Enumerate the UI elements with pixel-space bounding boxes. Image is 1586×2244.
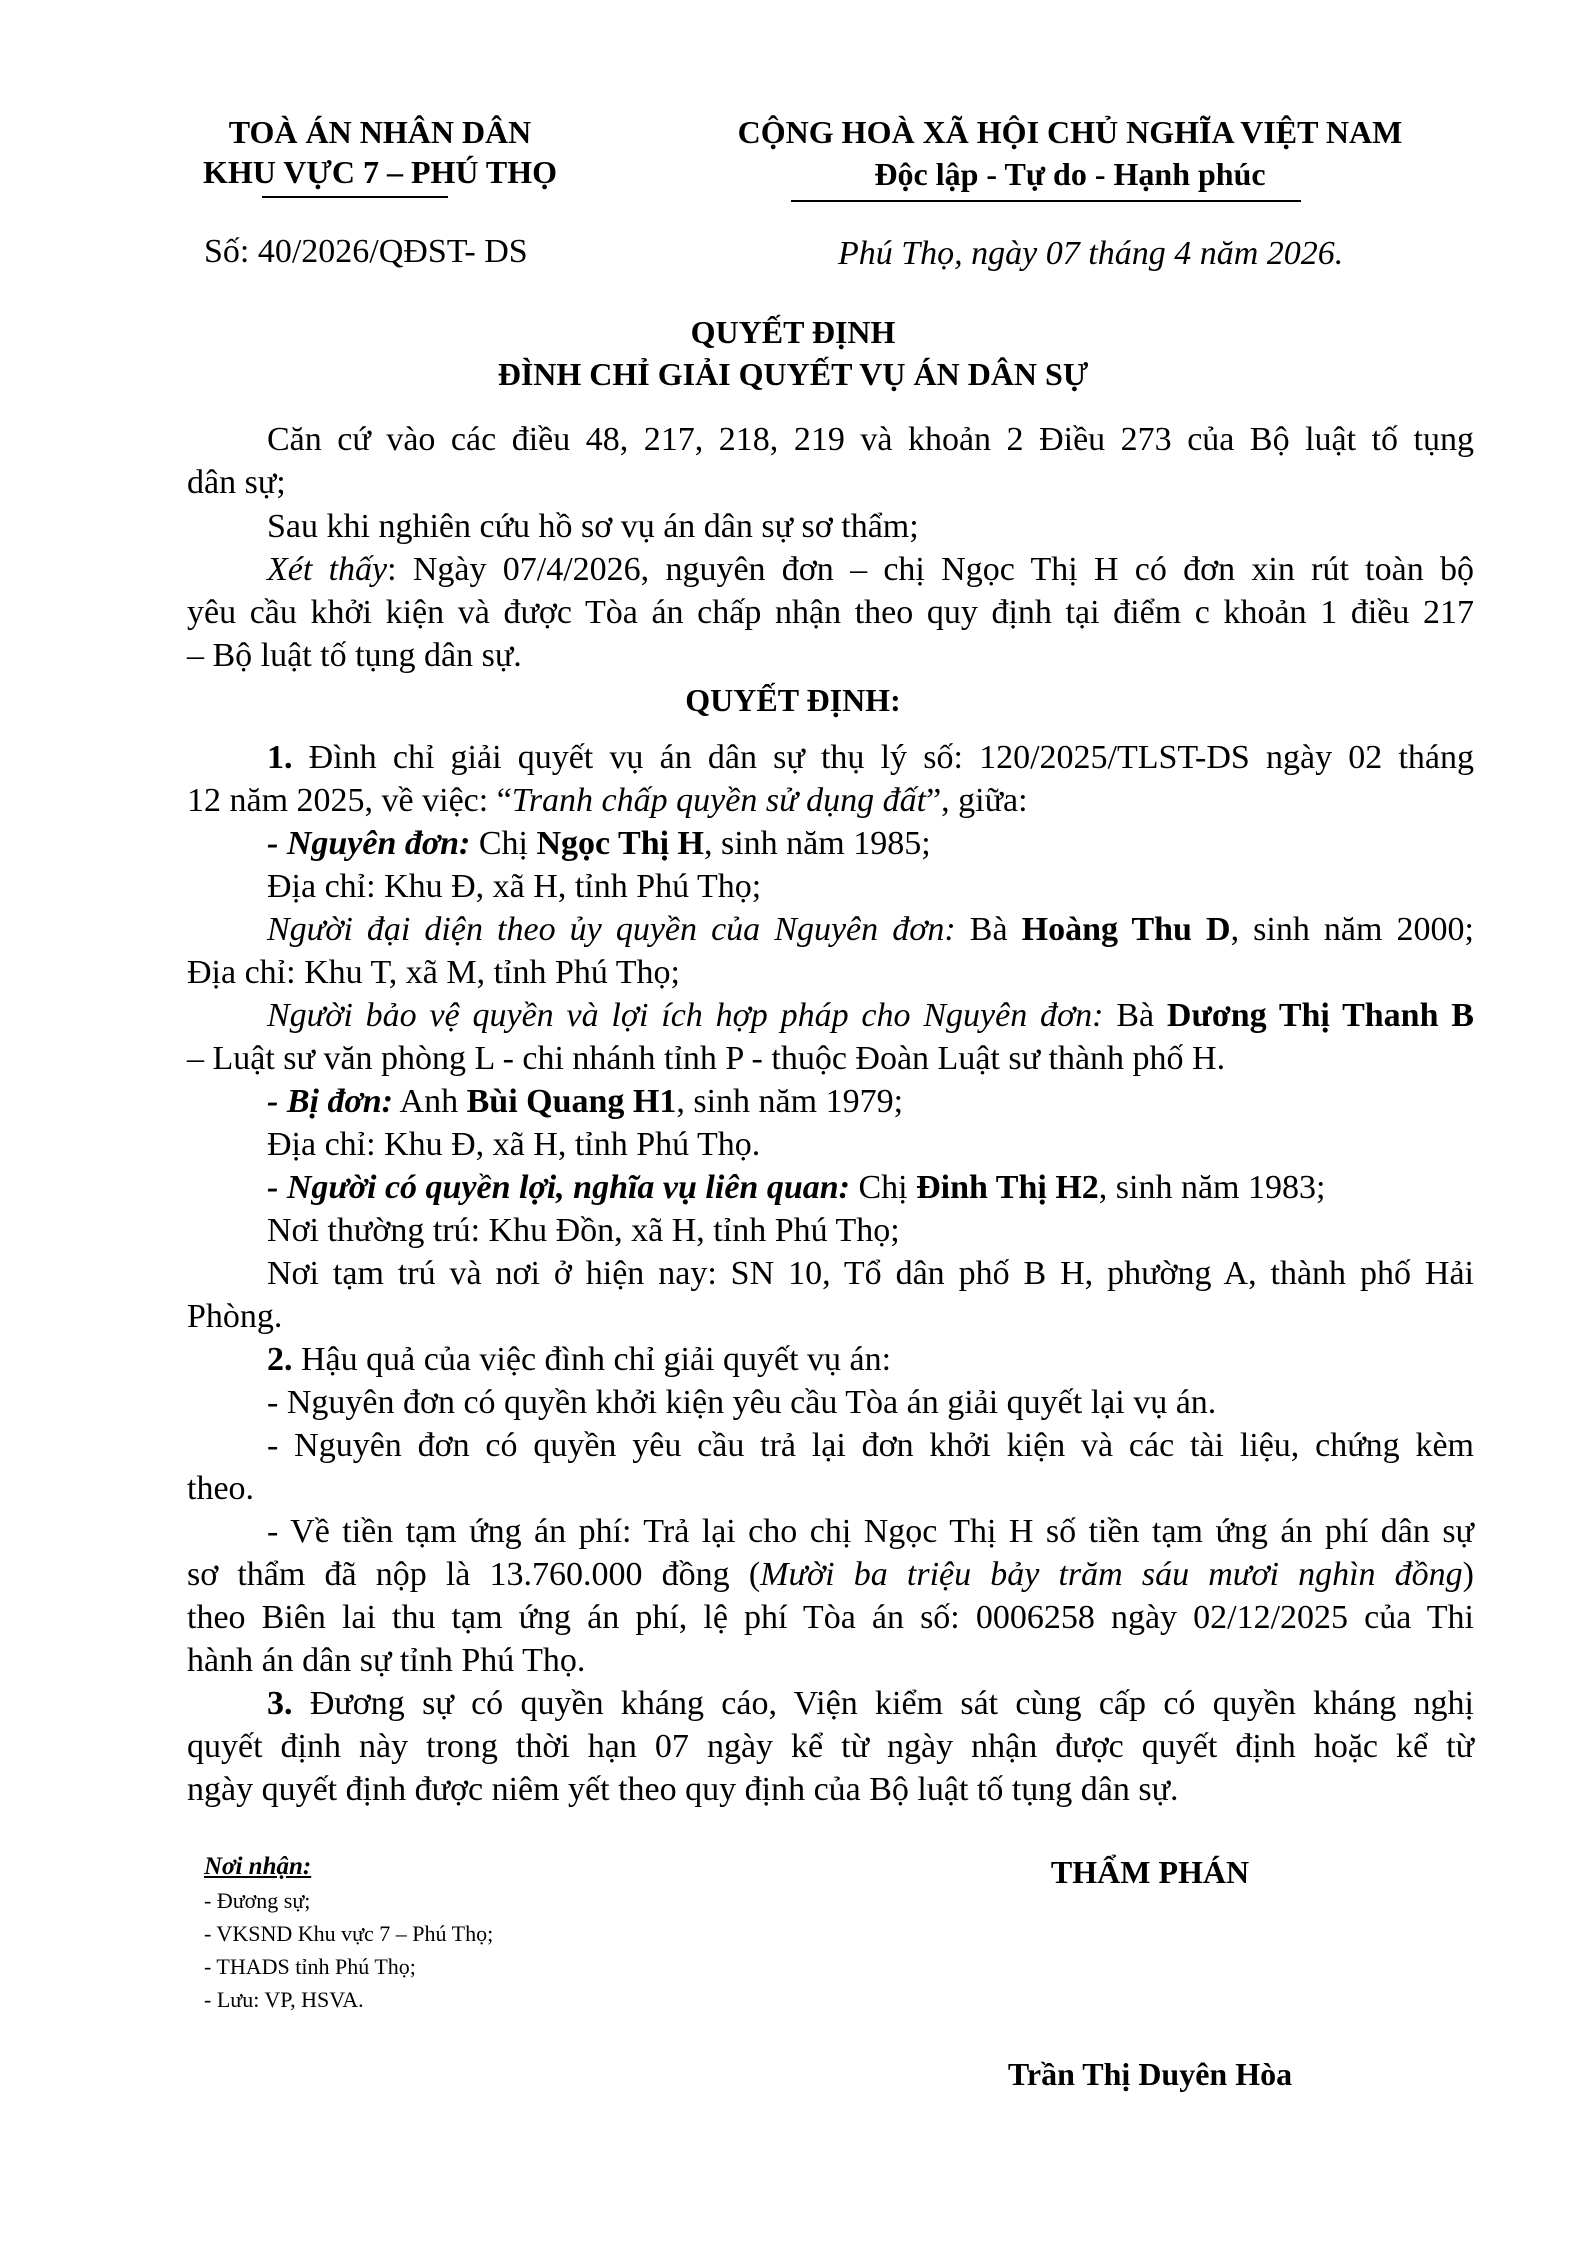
plaintiff-address: Địa chỉ: Khu Đ, xã H, tỉnh Phú Thọ; xyxy=(267,868,762,905)
representative-name: Hoàng Thu D xyxy=(1021,911,1231,948)
defendant-line: - Bị đơn: Anh Bùi Quang H1, sinh năm 1979; xyxy=(267,1083,904,1120)
section2-item2-line2: theo. xyxy=(187,1470,255,1507)
signer-name: Trần Thị Duyên Hòa xyxy=(1007,2056,1293,2092)
related-party-name: Đinh Thị H2 xyxy=(916,1169,1099,1206)
recipient-item: - VKSND Khu vực 7 – Phú Thọ; xyxy=(204,1921,494,1946)
document-subtitle: ĐÌNH CHỈ GIẢI QUYẾT VỤ ÁN DÂN SỰ xyxy=(497,356,1089,392)
section3-number: 3. xyxy=(267,1685,293,1722)
section1-number: 1. xyxy=(267,739,293,776)
amount-in-words: Mười ba triệu bảy trăm sáu mươi nghìn đồng xyxy=(760,1556,1463,1593)
finding-label: Xét thấy xyxy=(267,551,388,588)
court-name-line2: KHU VỰC 7 – PHÚ THỌ xyxy=(202,154,558,190)
related-party-label: - Người có quyền lợi, nghĩa vụ liên quan: xyxy=(267,1169,850,1206)
recipients-heading: Nơi nhận: xyxy=(204,1853,312,1880)
section2-item2-line1: - Nguyên đơn có quyền yêu cầu trả lại đơn khởi kiện và các tài liệu, chứng kèm xyxy=(267,1427,1474,1464)
preamble-review: Sau khi nghiên cứu hồ sơ vụ án dân sự sơ thẩm; xyxy=(267,508,919,545)
preamble-basis-line1: Căn cứ vào các điều 48, 217, 218, 219 và khoản 2 Điều 273 của Bộ luật tố tụng xyxy=(267,421,1474,458)
document-title: QUYẾT ĐỊNH xyxy=(690,314,896,350)
section2-item1: - Nguyên đơn có quyền khởi kiện yêu cầu Tòa án giải quyết lại vụ án. xyxy=(267,1384,1217,1421)
representative-label: Người đại diện theo ủy quyền của Nguyên đơn: xyxy=(267,911,956,948)
representative-line: Người đại diện theo ủy quyền của Nguyên đơn: Bà Hoàng Thu D, sinh năm 2000; xyxy=(267,911,1474,948)
court-name-line1: TOÀ ÁN NHÂN DÂN xyxy=(228,114,532,150)
section2-item3-line2: sơ thẩm đã nộp là 13.760.000 đồng (Mười ba triệu bảy trăm sáu mươi nghìn đồng) xyxy=(187,1556,1474,1593)
recipient-item: - Đương sự; xyxy=(204,1888,311,1913)
defendant-name: Bùi Quang H1 xyxy=(466,1083,677,1120)
section2-heading: 2. Hậu quả của việc đình chỉ giải quyết vụ án: xyxy=(267,1341,892,1378)
section3-line1: 3. Đương sự có quyền kháng cáo, Viện kiểm sát cùng cấp có quyền kháng nghị xyxy=(267,1685,1474,1722)
section3-line3: ngày quyết định được niêm yết theo quy định của Bộ luật tố tụng dân sự. xyxy=(187,1771,1179,1808)
motto-underline xyxy=(791,200,1301,202)
defender-name: Dương Thị Thanh B xyxy=(1166,997,1474,1034)
court-name-underline xyxy=(262,196,448,198)
plaintiff-label: - Nguyên đơn: xyxy=(267,825,471,862)
preamble-basis-line2: dân sự; xyxy=(187,464,286,501)
defender-line: Người bảo vệ quyền và lợi ích hợp pháp cho Nguyên đơn: Bà Dương Thị Thanh B xyxy=(267,997,1474,1034)
preamble-finding-line3: – Bộ luật tố tụng dân sự. xyxy=(187,637,522,674)
section2-number: 2. xyxy=(267,1341,293,1378)
defendant-label: - Bị đơn: xyxy=(267,1083,393,1120)
preamble-finding-line2: yêu cầu khởi kiện và được Tòa án chấp nhận theo quy định tại điểm c khoản 1 điều 217 xyxy=(187,594,1474,631)
defendant-address: Địa chỉ: Khu Đ, xã H, tỉnh Phú Thọ. xyxy=(267,1126,761,1163)
section2-item3-line4: hành án dân sự tỉnh Phú Thọ. xyxy=(187,1642,586,1679)
preamble-finding-line1: Xét thấy: Ngày 07/4/2026, nguyên đơn – chị Ngọc Thị H có đơn xin rút toàn bộ xyxy=(267,551,1474,588)
decision-heading: QUYẾT ĐỊNH: xyxy=(685,682,901,718)
recipient-item: - Lưu: VP, HSVA. xyxy=(204,1987,364,2012)
section1-line1: 1. Đình chỉ giải quyết vụ án dân sự thụ lý số: 120/2025/TLST-DS ngày 02 tháng xyxy=(267,739,1474,776)
plaintiff-line: - Nguyên đơn: Chị Ngọc Thị H, sinh năm 1985; xyxy=(267,825,931,862)
signature-title: THẨM PHÁN xyxy=(1050,1854,1250,1890)
section2-item3-line1: - Về tiền tạm ứng án phí: Trả lại cho chị Ngọc Thị H số tiền tạm ứng án phí dân sự xyxy=(267,1513,1474,1550)
representative-address: Địa chỉ: Khu T, xã M, tỉnh Phú Thọ; xyxy=(187,954,680,991)
related-party-permanent-address: Nơi thường trú: Khu Đồn, xã H, tỉnh Phú Thọ; xyxy=(267,1212,900,1249)
section3-line2: quyết định này trong thời hạn 07 ngày kể từ ngày nhận được quyết định hoặc kể từ xyxy=(187,1728,1474,1765)
case-subject: Tranh chấp quyền sử dụng đất xyxy=(511,782,927,819)
section2-item3-line3: theo Biên lai thu tạm ứng án phí, lệ phí Tòa án số: 0006258 ngày 02/12/2025 của Thi xyxy=(187,1599,1474,1636)
nation-name: CỘNG HOÀ XÃ HỘI CHỦ NGHĨA VIỆT NAM xyxy=(737,114,1403,150)
defender-line2: – Luật sư văn phòng L - chi nhánh tỉnh P - thuộc Đoàn Luật sư thành phố H. xyxy=(187,1040,1226,1077)
defender-label: Người bảo vệ quyền và lợi ích hợp pháp cho Nguyên đơn: xyxy=(267,997,1104,1034)
recipient-item: - THADS tỉnh Phú Thọ; xyxy=(204,1954,416,1979)
plaintiff-name: Ngọc Thị H xyxy=(536,825,704,862)
section1-line2: 12 năm 2025, về việc: “Tranh chấp quyền sử dụng đất”, giữa: xyxy=(187,782,1028,819)
related-party-temp-address-line1: Nơi tạm trú và nơi ở hiện nay: SN 10, Tổ dân phố B H, phường A, thành phố Hải xyxy=(267,1255,1474,1292)
nation-motto: Độc lập - Tự do - Hạnh phúc xyxy=(874,156,1266,192)
related-party-temp-address-line2: Phòng. xyxy=(187,1298,283,1335)
related-party-line: - Người có quyền lợi, nghĩa vụ liên quan: Chị Đinh Thị H2, sinh năm 1983; xyxy=(267,1169,1326,1206)
place-date: Phú Thọ, ngày 07 tháng 4 năm 2026. xyxy=(838,235,1344,272)
document-number: Số: 40/2026/QĐST- DS xyxy=(204,233,528,270)
